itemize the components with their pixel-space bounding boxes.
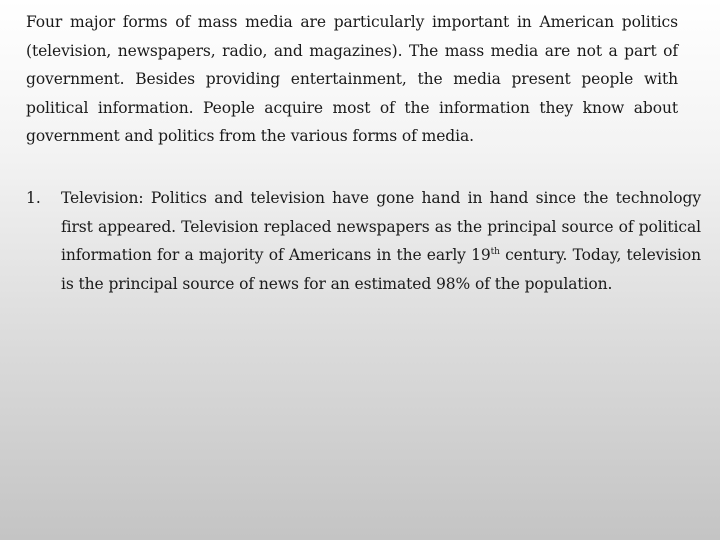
list-item-text	[61, 184, 701, 298]
list-number: 1.	[26, 189, 41, 207]
list-text-after: century. Today, television is the principal source of news for an estimated 98% of the population.	[61, 246, 702, 293]
list-text-before: Television: Politics and television have gone hand in hand since the technology first appeared. Television replaced newspapers as the principal source of political information for a majority of Americans in the early 19	[61, 189, 701, 264]
ordinal-superscript: th	[490, 246, 500, 257]
intro-paragraph: Four major forms of mass media are particularly important in American politics (television, newspapers, radio, and magazines). The mass media are not a part of government. Besides providing entertainment, the media present people with political information. People acquire most of the information they know about government and politics from the various forms of media.	[26, 13, 678, 145]
